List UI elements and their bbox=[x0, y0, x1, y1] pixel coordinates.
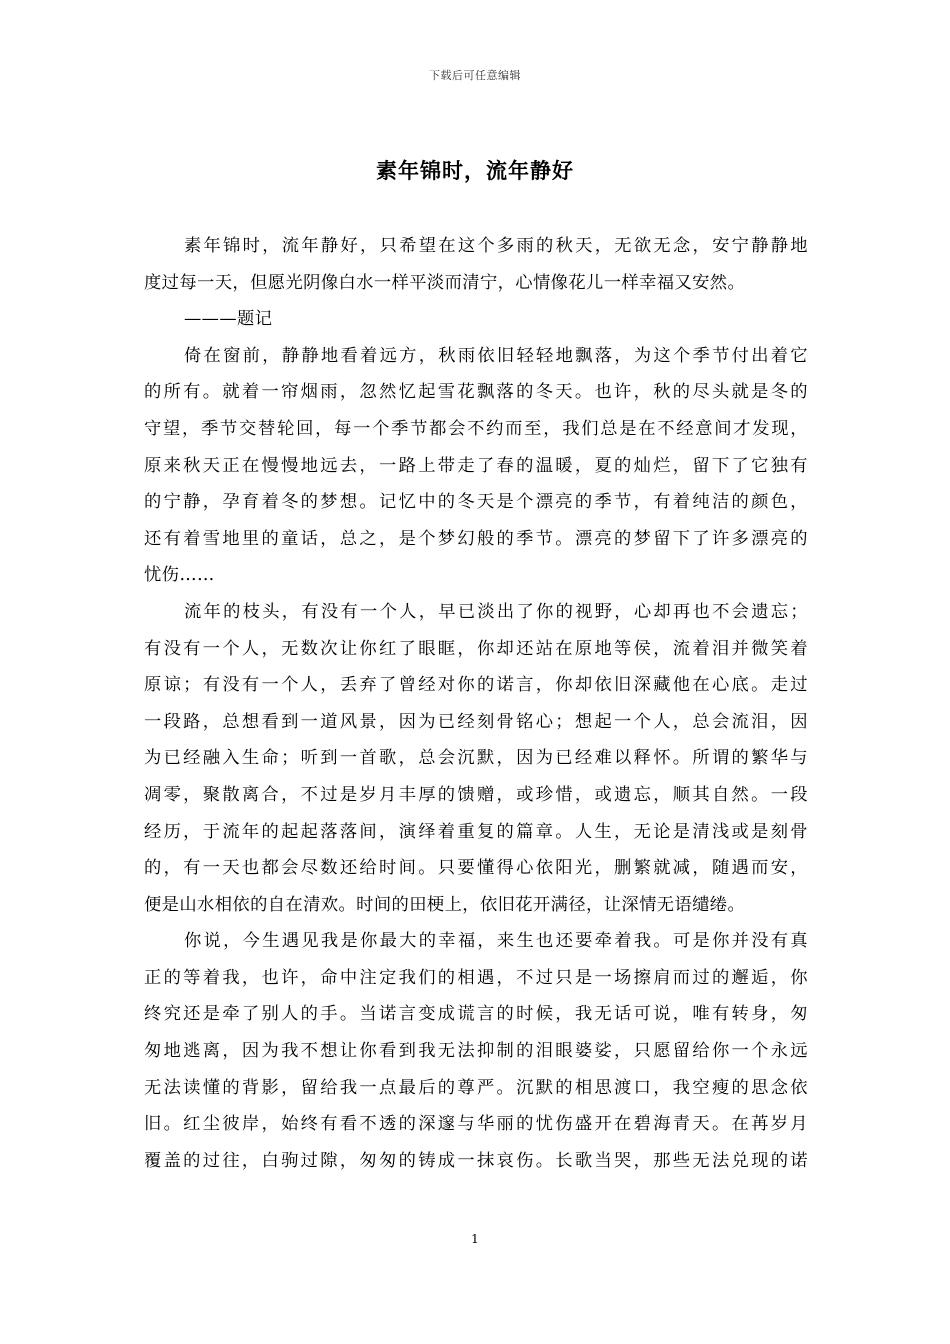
text-line: 原来秋天正在慢慢地远去，一路上带走了春的温暖，夏的灿烂，留下了它独有 bbox=[144, 455, 808, 476]
text-line: 守望，季节交替轮回，每一个季节都会不约而至，我们总是在不经意间才发现， bbox=[144, 418, 808, 439]
epigraph-attribution: ———题记 bbox=[184, 309, 273, 330]
text-line: 凋零，聚散离合，不过是岁月丰厚的馈赠，或珍惜，或遗忘，顺其自然。一段 bbox=[144, 784, 808, 805]
text-line: 正的等着我，也许，命中注定我们的相遇，不过只是一场擦肩而过的邂逅，你 bbox=[144, 967, 808, 988]
text-line: 倚在窗前，静静地看着远方，秋雨依旧轻轻地飘落，为这个季节付出着它 bbox=[184, 345, 808, 366]
text-line: 有没有一个人，无数次让你红了眼眶，你却还站在原地等侯，流着泪并微笑着 bbox=[144, 638, 808, 659]
document-title: 素年锦时，流年静好 bbox=[376, 158, 574, 183]
text-line: 一段路，总想看到一道风景，因为已经刻骨铭心；想起一个人，总会流泪，因 bbox=[144, 711, 808, 732]
text-line: 旧。红尘彼岸，始终有看不透的深邃与华丽的忧伤盛开在碧海青天。在苒岁月 bbox=[144, 1114, 808, 1135]
text-line: 便是山水相依的自在清欢。时间的田梗上，依旧花开满径，让深情无语缱绻。 bbox=[144, 894, 746, 915]
document-body bbox=[144, 228, 808, 1179]
text-line: 的，有一天也都会尽数还给时间。只要懂得心依阳光，删繁就减，随遇而安， bbox=[144, 858, 808, 879]
text-line: 经历，于流年的起起落落间，演绎着重复的篇章。人生，无论是清浅或是刻骨 bbox=[144, 821, 808, 842]
text-line: 流年的枝头，有没有一个人，早已淡出了你的视野，心却再也不会遗忘； bbox=[184, 601, 808, 622]
text-line: 无法读懂的背影，留给我一点最后的尊严。沉默的相思渡口，我空瘦的思念依 bbox=[144, 1077, 808, 1098]
text-line: 为已经融入生命；听到一首歌，总会沉默，因为已经难以释怀。所谓的繁华与 bbox=[144, 748, 808, 769]
page-header: 下载后可任意编辑 bbox=[429, 69, 521, 82]
text-line: 素年锦时，流年静好，只希望在这个多雨的秋天，无欲无念，安宁静静地 bbox=[184, 236, 808, 256]
text-line: 还有着雪地里的童话，总之，是个梦幻般的季节。漂亮的梦留下了许多漂亮的 bbox=[144, 528, 808, 549]
text-line: 你说，今生遇见我是你最大的幸福，来生也还要牵着我。可是你并没有真 bbox=[184, 931, 808, 952]
text-line: 覆盖的过往，白驹过隙，匆匆的铸成一抹哀伤。长歌当哭，那些无法兑现的诺 bbox=[144, 1150, 808, 1171]
text-line: 匆地逃离，因为我不想让你看到我无法抑制的泪眼婆娑，只愿留给你一个永远 bbox=[144, 1041, 808, 1062]
text-line: 的宁静，孕育着冬的梦想。记忆中的冬天是个漂亮的季节，有着纯洁的颜色， bbox=[144, 492, 808, 513]
page-number: 1 bbox=[471, 1232, 479, 1246]
text-line: 忧伤…… bbox=[144, 565, 215, 586]
text-line: 终究还是牵了别人的手。当诺言变成谎言的时候，我无话可说，唯有转身，匆 bbox=[144, 1004, 808, 1025]
text-line: 的所有。就着一帘烟雨，忽然忆起雪花飘落的冬天。也许，秋的尽头就是冬的 bbox=[144, 382, 808, 403]
text-line: 原谅；有没有一个人，丢弃了曾经对你的诺言，你却依旧深藏他在心底。走过 bbox=[144, 675, 808, 696]
text-line: 度过每一天，但愿光阴像白水一样平淡而清宁，心情像花儿一样幸福又安然。 bbox=[144, 272, 746, 293]
